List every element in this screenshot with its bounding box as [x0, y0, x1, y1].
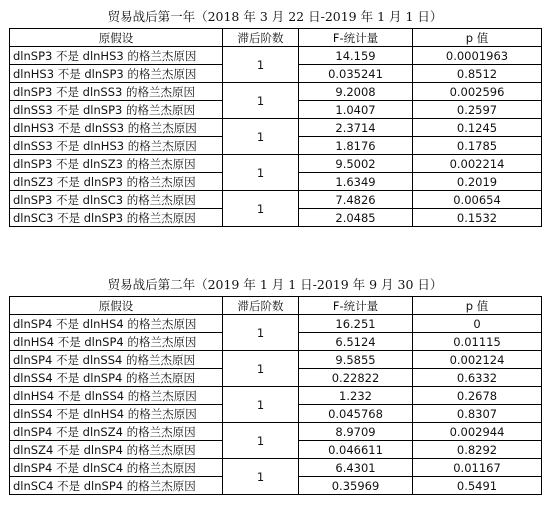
- f-statistic-cell: 1.0407: [299, 101, 413, 119]
- hypothesis-cell: dlnSP3 不是 dlnSS3 的格兰杰原因: [10, 83, 223, 101]
- hypothesis-cell: dlnSS4 不是 dlnHS4 的格兰杰原因: [10, 405, 223, 423]
- header-p-value: p 值: [413, 29, 542, 47]
- p-value-cell: 0.5491: [413, 477, 542, 495]
- header-f-statistic: F-统计量: [299, 297, 413, 315]
- p-value-cell: 0.8512: [413, 65, 542, 83]
- p-value-cell: 0.8307: [413, 405, 542, 423]
- hypothesis-cell: dlnSC4 不是 dlnSP4 的格兰杰原因: [10, 477, 223, 495]
- table-row: [10, 155, 542, 173]
- f-statistic-cell: 14.159: [299, 47, 413, 65]
- hypothesis-cell: dlnSS4 不是 dlnSP4 的格兰杰原因: [10, 369, 223, 387]
- p-value-cell: 0.2678: [413, 387, 542, 405]
- f-statistic-cell: 16.251: [299, 315, 413, 333]
- p-value-cell: 0.1785: [413, 137, 542, 155]
- table-row: [10, 423, 542, 441]
- f-statistic-cell: 2.3714: [299, 119, 413, 137]
- table-caption: 贸易战后第一年（2018 年 3 月 22 日-2019 年 1 月 1 日）: [107, 9, 443, 24]
- lag-cell: 1: [223, 387, 299, 423]
- hypothesis-cell: dlnHS3 不是 dlnSS3 的格兰杰原因: [10, 119, 223, 137]
- p-value-cell: 0.6332: [413, 369, 542, 387]
- lag-cell: 1: [223, 47, 299, 83]
- p-value-cell: 0.002124: [413, 351, 542, 369]
- lag-cell: 1: [223, 83, 299, 119]
- hypothesis-cell: dlnSS3 不是 dlnHS3 的格兰杰原因: [10, 137, 223, 155]
- f-statistic-cell: 0.22822: [299, 369, 413, 387]
- f-statistic-cell: 6.4301: [299, 459, 413, 477]
- hypothesis-cell: dlnSP4 不是 dlnSZ4 的格兰杰原因: [10, 423, 223, 441]
- hypothesis-cell: dlnSP3 不是 dlnHS3 的格兰杰原因: [10, 47, 223, 65]
- p-value-cell: 0.2019: [413, 173, 542, 191]
- f-statistic-cell: 1.6349: [299, 173, 413, 191]
- p-value-cell: 0.002214: [413, 155, 542, 173]
- table-row: [10, 47, 542, 65]
- lag-cell: 1: [223, 459, 299, 495]
- p-value-cell: 0.8292: [413, 441, 542, 459]
- f-statistic-cell: 0.035241: [299, 65, 413, 83]
- header-hypothesis: 原假设: [10, 29, 223, 47]
- header-hypothesis: 原假设: [10, 297, 223, 315]
- header-p-value: p 值: [413, 297, 542, 315]
- hypothesis-cell: dlnSC3 不是 dlnSP3 的格兰杰原因: [10, 209, 223, 227]
- granger-section-year-one: [9, 8, 541, 227]
- table-row: [10, 191, 542, 209]
- header-lag: 滞后阶数: [223, 29, 299, 47]
- f-statistic-cell: 0.046611: [299, 441, 413, 459]
- header-f-statistic: F-统计量: [299, 29, 413, 47]
- hypothesis-cell: dlnSP3 不是 dlnSC3 的格兰杰原因: [10, 191, 223, 209]
- f-statistic-cell: 9.2008: [299, 83, 413, 101]
- p-value-cell: 0.01167: [413, 459, 542, 477]
- hypothesis-cell: dlnSZ3 不是 dlnSP3 的格兰杰原因: [10, 173, 223, 191]
- table-header-row: [10, 297, 542, 315]
- p-value-cell: 0.002944: [413, 423, 542, 441]
- lag-cell: 1: [223, 315, 299, 351]
- header-lag: 滞后阶数: [223, 297, 299, 315]
- p-value-cell: 0.1245: [413, 119, 542, 137]
- f-statistic-cell: 8.9709: [299, 423, 413, 441]
- hypothesis-cell: dlnSP3 不是 dlnSZ3 的格兰杰原因: [10, 155, 223, 173]
- p-value-cell: 0.00654: [413, 191, 542, 209]
- table-header-row: [10, 29, 542, 47]
- f-statistic-cell: 1.232: [299, 387, 413, 405]
- hypothesis-cell: dlnSZ4 不是 dlnSP4 的格兰杰原因: [10, 441, 223, 459]
- p-value-cell: 0.2597: [413, 101, 542, 119]
- granger-table: [9, 28, 542, 227]
- f-statistic-cell: 2.0485: [299, 209, 413, 227]
- hypothesis-cell: dlnSP4 不是 dlnSS4 的格兰杰原因: [10, 351, 223, 369]
- hypothesis-cell: dlnHS4 不是 dlnSS4 的格兰杰原因: [10, 387, 223, 405]
- lag-cell: 1: [223, 191, 299, 227]
- hypothesis-cell: dlnHS3 不是 dlnSP3 的格兰杰原因: [10, 65, 223, 83]
- hypothesis-cell: dlnSS3 不是 dlnSP3 的格兰杰原因: [10, 101, 223, 119]
- p-value-cell: 0: [413, 315, 542, 333]
- lag-cell: 1: [223, 351, 299, 387]
- f-statistic-cell: 9.5002: [299, 155, 413, 173]
- granger-table: [9, 296, 542, 495]
- lag-cell: 1: [223, 119, 299, 155]
- p-value-cell: 0.1532: [413, 209, 542, 227]
- f-statistic-cell: 7.4826: [299, 191, 413, 209]
- lag-cell: 1: [223, 155, 299, 191]
- p-value-cell: 0.01115: [413, 333, 542, 351]
- f-statistic-cell: 0.35969: [299, 477, 413, 495]
- table-row: [10, 83, 542, 101]
- f-statistic-cell: 9.5855: [299, 351, 413, 369]
- p-value-cell: 0.002596: [413, 83, 542, 101]
- hypothesis-cell: dlnSP4 不是 dlnHS4 的格兰杰原因: [10, 315, 223, 333]
- hypothesis-cell: dlnSP4 不是 dlnSC4 的格兰杰原因: [10, 459, 223, 477]
- f-statistic-cell: 0.045768: [299, 405, 413, 423]
- f-statistic-cell: 1.8176: [299, 137, 413, 155]
- hypothesis-cell: dlnHS4 不是 dlnSP4 的格兰杰原因: [10, 333, 223, 351]
- granger-section-year-two: [9, 276, 541, 495]
- table-row: [10, 119, 542, 137]
- p-value-cell: 0.0001963: [413, 47, 542, 65]
- table-row: [10, 459, 542, 477]
- table-row: [10, 351, 542, 369]
- table-caption: 贸易战后第二年（2019 年 1 月 1 日-2019 年 9 月 30 日）: [107, 277, 443, 292]
- lag-cell: 1: [223, 423, 299, 459]
- table-row: [10, 387, 542, 405]
- table-row: [10, 315, 542, 333]
- f-statistic-cell: 6.5124: [299, 333, 413, 351]
